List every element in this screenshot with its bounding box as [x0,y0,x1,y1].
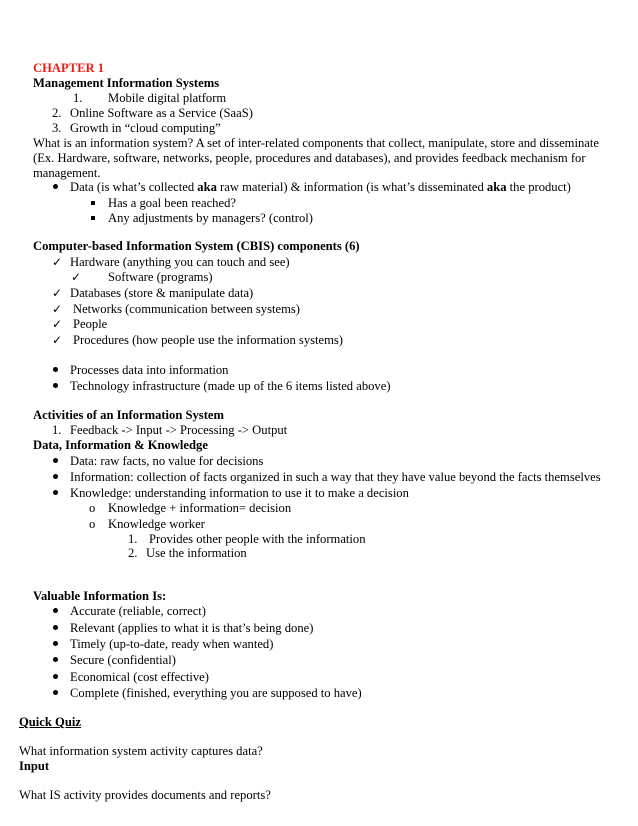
bullet-icon [53,608,58,613]
cbis-heading: Computer-based Information System (CBIS) components (6) [33,239,360,253]
bullet-icon [53,184,58,189]
list-item: Knowledge: understanding information to use it to make a decision [70,486,409,500]
list-item: Complete (finished, everything you are supposed to have) [70,686,362,700]
bullet-icon [53,367,58,372]
quiz-question: What IS activity provides documents and reports? [19,788,271,802]
text-run: the product) [506,180,571,194]
checkmark-icon: ✓ [52,317,63,331]
definition-line: (Ex. Hardware, software, networks, people, procedures and databases), and provides feedback mechanism for [33,151,586,165]
list-item: Has a goal been reached? [108,196,236,210]
checkmark-icon: ✓ [52,255,63,269]
list-item: People [73,317,108,331]
list-item: Data: raw facts, no value for decisions [70,454,264,468]
square-bullet-icon [91,201,95,205]
list-item: Knowledge worker [108,517,205,531]
aka-term: aka [197,180,217,194]
checkmark-icon: ✓ [52,286,63,300]
chapter-heading: CHAPTER 1 [33,61,105,75]
bullet-icon [53,657,58,662]
list-number: 1. [128,532,138,546]
list-number: 1. [52,423,62,437]
aka-term: aka [486,180,507,194]
list-item: Secure (confidential) [70,653,176,667]
checkmark-icon: ✓ [52,333,63,347]
text-run: Data (is what’s collected [70,180,198,194]
list-item: Software (programs) [108,270,213,284]
list-item: Processes data into information [70,363,229,377]
list-item: Provides other people with the information [149,532,366,546]
bullet-icon [53,458,58,463]
bullet-icon [53,383,58,388]
checkmark-icon: ✓ [52,302,63,316]
list-item: Online Software as a Service (SaaS) [70,106,253,120]
list-item: Economical (cost effective) [70,670,209,684]
list-item: Databases (store & manipulate data) [70,286,254,300]
list-item: Networks (communication between systems) [73,302,300,316]
valuable-heading: Valuable Information Is: [33,589,167,603]
data-bullet-text [70,180,571,196]
list-item: Accurate (reliable, correct) [70,604,206,618]
list-item: Use the information [146,546,247,560]
bullet-icon [53,474,58,479]
list-number: 1. [73,91,83,105]
definition-line: management. [33,166,101,180]
o-bullet-icon: o [89,501,96,515]
list-item: Information: collection of facts organized in such a way that they have value beyond the facts themselves [70,470,601,484]
list-item: Mobile digital platform [108,91,227,105]
quiz-heading: Quick Quiz [19,715,81,729]
mis-heading: Management Information Systems [33,76,220,90]
list-item: Technology infrastructure (made up of the 6 items listed above) [70,379,391,393]
list-item: Growth in “cloud computing” [70,121,221,135]
dik-heading: Data, Information & Knowledge [33,438,208,452]
bullet-icon [53,674,58,679]
checkmark-icon: ✓ [71,270,82,284]
list-number: 2. [52,106,62,120]
list-item: Timely (up-to-date, ready when wanted) [70,637,274,651]
definition-line: What is an information system? A set of inter-related components that collect, manipulate, store and disseminate [33,136,599,150]
bullet-icon [53,625,58,630]
list-item: Any adjustments by managers? (control) [108,211,313,225]
list-item: Procedures (how people use the information systems) [73,333,344,347]
text-run: raw material) & information (is what’s disseminated [216,180,487,194]
list-item: Relevant (applies to what it is that’s being done) [70,621,314,635]
o-bullet-icon: o [89,517,96,531]
quiz-answer: Input [19,759,50,773]
activities-heading: Activities of an Information System [33,408,224,422]
list-item: Feedback -> Input -> Processing -> Output [70,423,288,437]
list-number: 3. [52,121,62,135]
square-bullet-icon [91,216,95,220]
bullet-icon [53,490,58,495]
list-number: 2. [128,546,138,560]
bullet-icon [53,641,58,646]
quiz-question: What information system activity captures data? [19,744,263,758]
bullet-icon [53,690,58,695]
list-item: Knowledge + information= decision [108,501,292,515]
list-item: Hardware (anything you can touch and see) [70,255,290,269]
